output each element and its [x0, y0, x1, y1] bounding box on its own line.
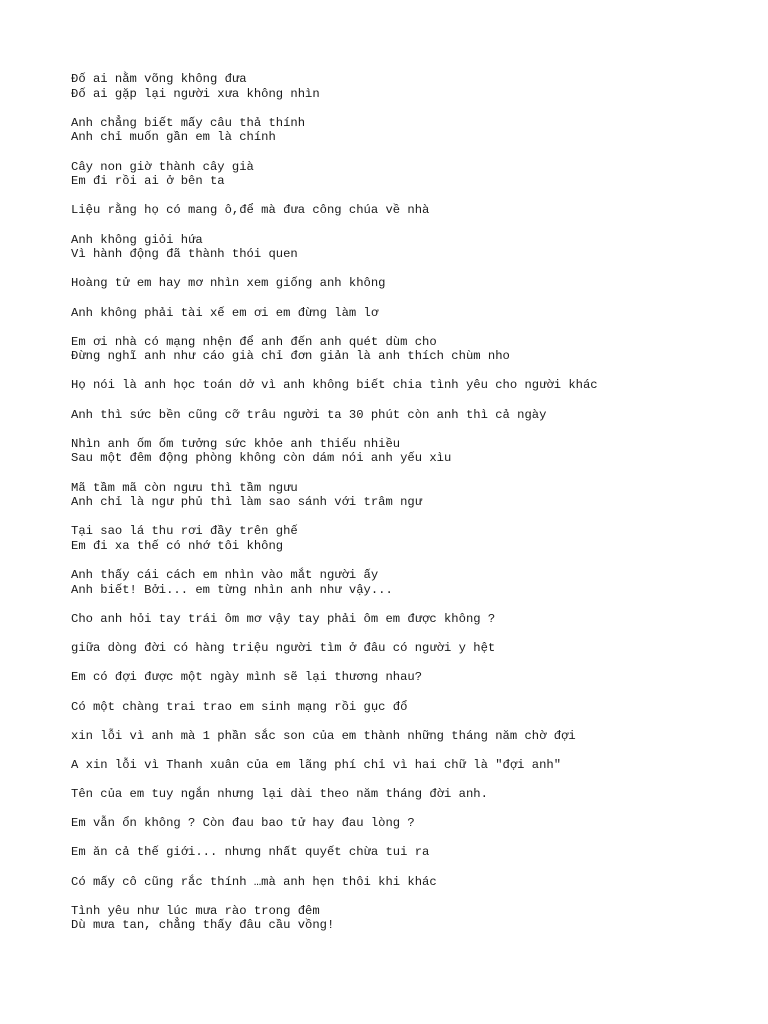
stanza: [71, 437, 751, 466]
text-line: Có một chàng trai trao em sinh mạng rồi gục đổ: [71, 699, 408, 714]
text-line: Họ nói là anh học toán dở vì anh không biết chia tình yêu cho người khác: [71, 378, 598, 393]
stanza: [71, 700, 751, 715]
text-line: Tại sao lá thu rơi đầy trên ghế: [71, 524, 298, 539]
text-line: Anh chỉ muốn gần em là chính: [71, 130, 276, 145]
stanza: [71, 612, 751, 627]
stanza: [71, 203, 751, 218]
text-line: Hoàng tử em hay mơ nhìn xem giống anh không: [71, 276, 386, 291]
text-line: Anh biết! Bởi... em từng nhìn anh như vậy...: [71, 582, 393, 597]
stanza: [71, 72, 751, 101]
stanza: [71, 729, 751, 744]
text-line: Dù mưa tan, chẳng thấy đâu cầu vồng!: [71, 918, 335, 933]
text-line: giữa dòng đời có hàng triệu người tìm ở đâu có người y hệt: [71, 641, 496, 656]
text-line: Nhìn anh ốm ốm tưởng sức khỏe anh thiếu nhiều: [71, 436, 401, 451]
text-line: Có mấy cô cũng rắc thính …mà anh hẹn thôi khi khác: [71, 874, 437, 889]
text-line: Cho anh hỏi tay trái ôm mơ vậy tay phải ôm em được không ?: [71, 611, 496, 626]
stanza: [71, 904, 751, 933]
stanza: [71, 335, 751, 364]
stanza: [71, 378, 751, 393]
text-line: Tên của em tuy ngắn nhưng lại dài theo năm tháng đời anh.: [71, 787, 488, 802]
text-line: Anh chẳng biết mấy câu thả thính: [71, 115, 306, 130]
text-line: xin lỗi vì anh mà 1 phần sắc son của em thành những tháng năm chờ đợi: [71, 728, 576, 743]
document-page: [71, 72, 751, 948]
text-line: Đừng nghĩ anh như cáo già chỉ đơn giản là anh thích chùm nho: [71, 349, 510, 364]
text-line: A xin lỗi vì Thanh xuân của em lãng phí chỉ vì hai chữ là "đợi anh": [71, 757, 562, 772]
text-line: Anh chỉ là ngư phủ thì làm sao sánh với trâm ngư: [71, 495, 423, 510]
text-line: Đố ai nằm võng không đưa: [71, 72, 247, 86]
stanza: [71, 306, 751, 321]
stanza: [71, 481, 751, 510]
stanza: [71, 276, 751, 291]
stanza: [71, 875, 751, 890]
stanza: [71, 670, 751, 685]
text-line: Em vẫn ổn không ? Còn đau bao tử hay đau lòng ?: [71, 816, 415, 831]
text-line: Em ăn cả thế giới... nhưng nhất quyết chừa tui ra: [71, 845, 430, 860]
text-line: Sau một đêm động phòng không còn dám nói anh yếu xìu: [71, 451, 452, 466]
text-line: Anh thì sức bền cũng cỡ trâu người ta 30 phút còn anh thì cả ngày: [71, 407, 547, 422]
stanza: [71, 641, 751, 656]
stanza: [71, 116, 751, 145]
text-line: Em có đợi được một ngày mình sẽ lại thương nhau?: [71, 670, 423, 685]
stanza: [71, 816, 751, 831]
text-line: Cây non giờ thành cây già: [71, 159, 254, 174]
stanza: [71, 845, 751, 860]
stanza: [71, 758, 751, 773]
stanza: [71, 787, 751, 802]
text-line: Em đi xa thế có nhớ tôi không: [71, 539, 284, 553]
stanza: [71, 233, 751, 262]
stanza: [71, 160, 751, 189]
text-line: Vì hành động đã thành thói quen: [71, 247, 298, 262]
text-line: Mã tầm mã còn ngưu thì tầm ngưu: [71, 480, 298, 495]
text-line: Anh không giỏi hứa: [71, 232, 203, 247]
stanza: [71, 408, 751, 423]
text-line: Em ơi nhà có mạng nhện để anh đến anh quét dùm cho: [71, 334, 437, 349]
text-line: Tình yêu như lúc mưa rào trong đêm: [71, 903, 320, 918]
stanza: [71, 524, 751, 553]
text-line: Anh thấy cái cách em nhìn vào mắt người ấy: [71, 568, 379, 583]
text-line: Em đi rồi ai ở bên ta: [71, 174, 225, 189]
text-line: Đố ai gặp lại người xưa không nhìn: [71, 86, 320, 101]
text-line: Anh không phải tài xế em ơi em đừng làm lơ: [71, 305, 379, 320]
stanza: [71, 568, 751, 597]
text-line: Liệu rằng họ có mang ô,để mà đưa công chúa về nhà: [71, 203, 430, 218]
